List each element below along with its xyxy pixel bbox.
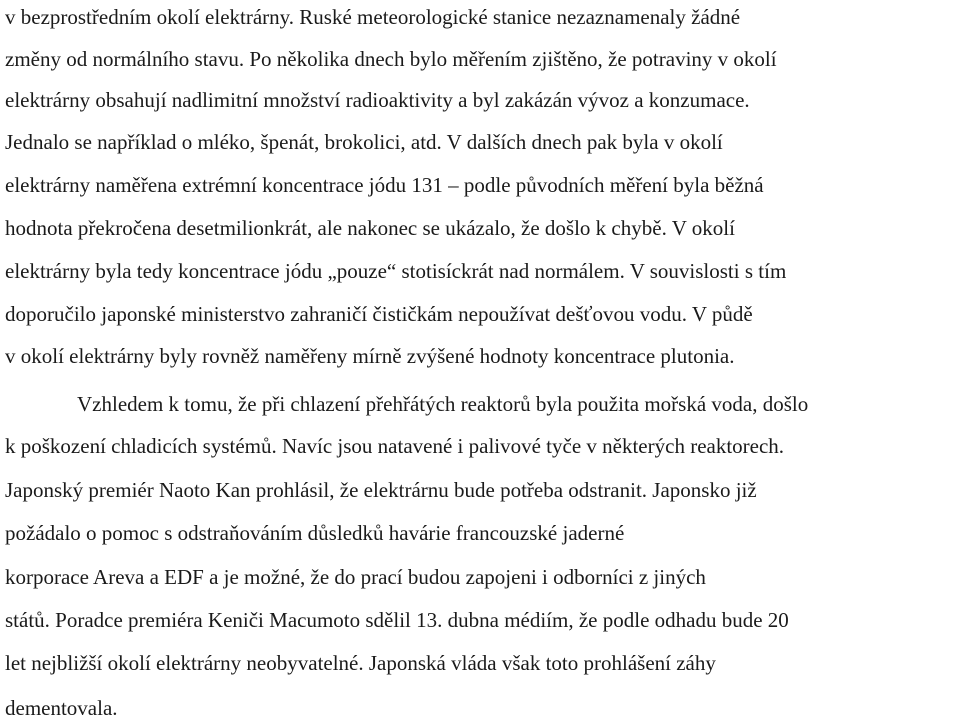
text-line: doporučilo japonské ministerstvo zahraničí čističkám nepoužívat dešťovou vodu. V půdě bbox=[5, 302, 753, 326]
text-line: elektrárny naměřena extrémní koncentrace jódu 131 – podle původních měření byla běžná bbox=[5, 173, 764, 197]
text-line: korporace Areva a EDF a je možné, že do prací budou zapojeni i odborníci z jiných bbox=[5, 565, 706, 589]
text-line: změny od normálního stavu. Po několika dnech bylo měřením zjištěno, že potraviny v okolí bbox=[5, 47, 777, 71]
text-line: elektrárny obsahují nadlimitní množství radioaktivity a byl zakázán vývoz a konzumace. bbox=[5, 88, 750, 112]
text-line: Jednalo se například o mléko, špenát, brokolici, atd. V dalších dnech pak byla v okolí bbox=[5, 130, 723, 154]
text-line: k poškození chladicích systémů. Navíc jsou natavené i palivové tyče v některých reaktorech. bbox=[5, 434, 785, 458]
text-line: elektrárny byla tedy koncentrace jódu „pouze“ stotisíckrát nad normálem. V souvislosti s tím bbox=[5, 259, 787, 283]
text-line: v okolí elektrárny byly rovněž naměřeny mírně zvýšené hodnoty koncentrace plutonia. bbox=[5, 344, 735, 368]
text-line: hodnota překročena desetmilionkrát, ale nakonec se ukázalo, že došlo k chybě. V okolí bbox=[5, 216, 735, 240]
text-line: dementovala. bbox=[5, 696, 118, 720]
text-line: Japonský premiér Naoto Kan prohlásil, že elektrárnu bude potřeba odstranit. Japonsko již bbox=[5, 478, 757, 502]
text-line: let nejbližší okolí elektrárny neobyvatelné. Japonská vláda však toto prohlášení záhy bbox=[5, 651, 716, 675]
paragraph-first-line: Vzhledem k tomu, že při chlazení přehřátých reaktorů byla použita mořská voda, došlo bbox=[77, 392, 809, 416]
text-line: požádalo o pomoc s odstraňováním důsledků havárie francouzské jaderné bbox=[5, 521, 625, 545]
text-line: států. Poradce premiéra Keniči Macumoto sdělil 13. dubna médiím, že podle odhadu bude 20 bbox=[5, 608, 789, 632]
text-line: v bezprostředním okolí elektrárny. Ruské meteorologické stanice nezaznamenaly žádné bbox=[5, 5, 741, 29]
